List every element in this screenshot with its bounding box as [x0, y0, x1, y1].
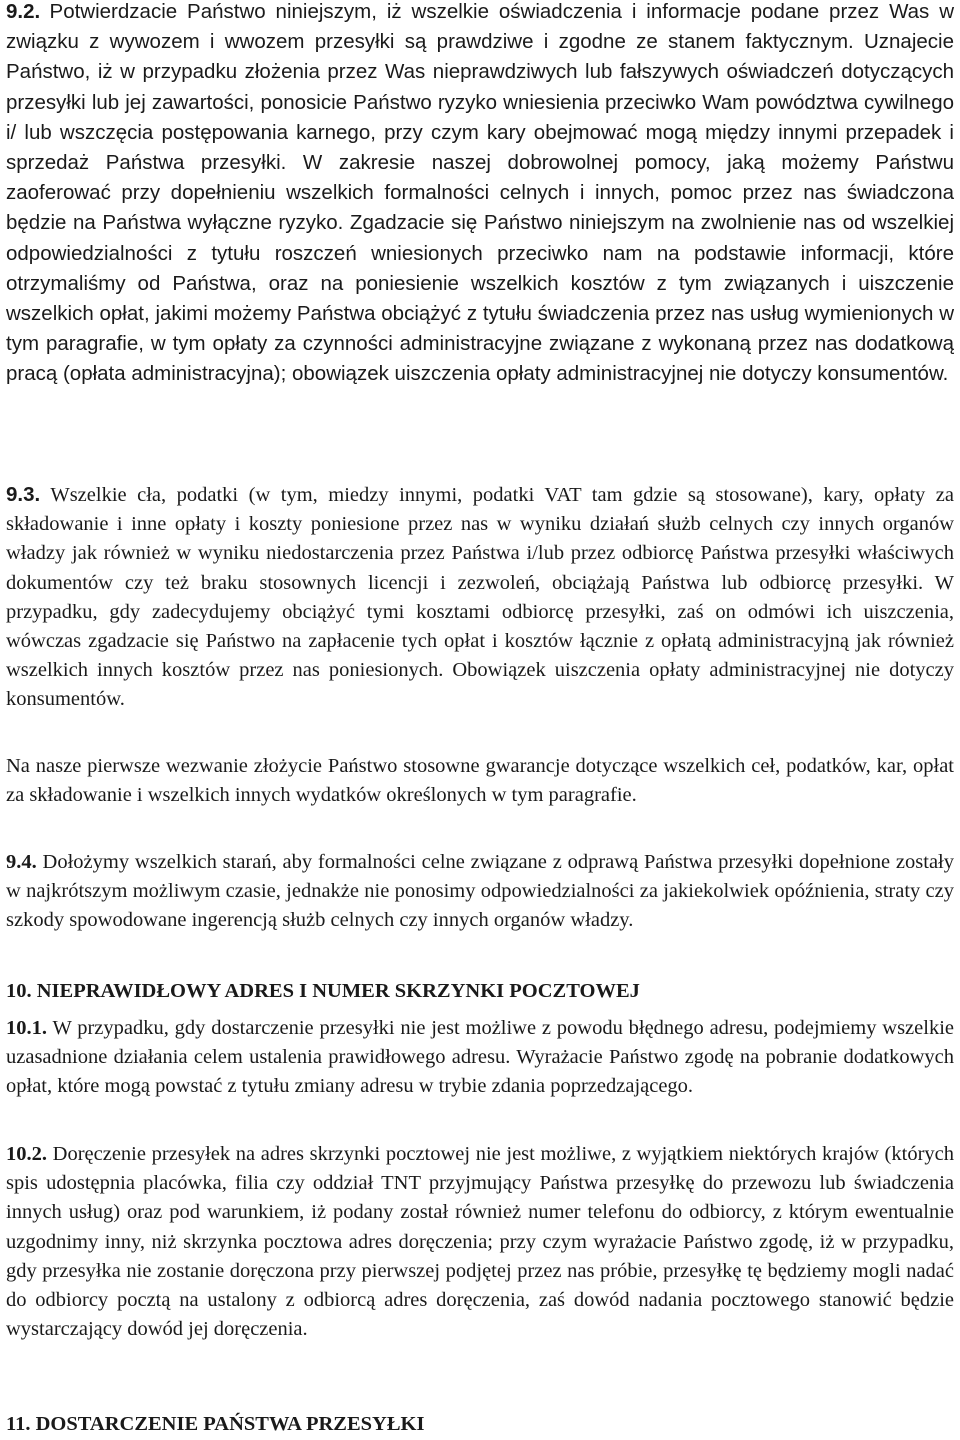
paragraph-text: Doręczenie przesyłek na adres skrzynki pocztowej nie jest możliwe, z wyjątkiem niektórych krajów (których spis udostępnia placówka, filia czy oddział TNT przyjmujący Państwa przesyłkę do przewozu lub świadczenia innych usług) oraz pod warunkiem, iż podany został również numer telefonu do odbiorcy, z którym ewentualnie uzgodnimy inny, niż skrzynka pocztowa adres doręczenia; przy czym wyrażacie Państwo zgodę, iż w przypadku, gdy przesyłka nie zostanie doręczona przy pierwszej podjętej przez nas próbie, przesyłkę tę będziemy mogli nadać do odbiorcy pocztą na ustalony z odbiorcą adres doręczenia, zaś dowód nadania pocztowego stanowić będzie wystarczający dowód jej doręczenia.	[6, 1143, 955, 1341]
paragraph-text: W przypadku, gdy dostarczenie przesyłki nie jest możliwe z powodu błędnego adresu, podejmiemy wszelkie uzasadnione działania celem ustalenia prawidłowego adresu. Wyrażacie Państwo zgodę na pobranie dodatkowych opłat, które mogą powstać z tytułu zmiany adresu w trybie zdania poprzedzającego.	[6, 1017, 954, 1098]
paragraph-9-3	[6, 480, 954, 715]
section-number: 9.3.	[6, 483, 41, 506]
paragraph-10-2	[6, 1140, 954, 1344]
section-number: 10.2.	[6, 1143, 47, 1165]
paragraph-text: Na nasze pierwsze wezwanie złożycie Państwo stosowne gwarancje dotyczące wszelkich ceł, podatków, kar, opłat za składowanie i wszelkich innych wydatków określonych w tym paragrafie.	[6, 755, 954, 807]
section-number: 10.1.	[6, 1017, 47, 1039]
paragraph-9-4	[6, 848, 954, 936]
section-heading-10: 10. NIEPRAWIDŁOWY ADRES I NUMER SKRZYNKI POCZTOWEJ	[6, 980, 640, 1002]
section-heading-11: 11. DOSTARCZENIE PAŃSTWA PRZESYŁKI	[6, 1413, 425, 1435]
paragraph-9-2	[6, 0, 954, 390]
paragraph-10-1	[6, 1014, 954, 1102]
paragraph-text: Potwierdzacie Państwo niniejszym, iż wszelkie oświadczenia i informacje podane przez Was w związku z wywozem i wwozem przesyłki są prawdziwe i zgodne ze stanem faktycznym. Uznajecie Państwo, iż w przypadku złożenia przez Was nieprawdziwych lub fałszywych oświadczeń dotyczących przesyłki lub jej zawartości, ponosicie Państwo ryzyko wniesienia przeciwko Wam powództwa cywilnego i/ lub wszczęcia postępowania karnego, przy czym kary obejmować mogą między innymi przepadek i sprzedaż Państwa przesyłki. W zakresie naszej dobrowolnej pomocy, jaką możemy Państwu zaoferować przy dopełnieniu wszelkich formalności celnych i innych, pomoc przez nas świadczona będzie na Państwa wyłączne ryzyko. Zgadzacie się Państwo niniejszym na zwolnienie nas od wszelkiej odpowiedzialności z tytułu roszczeń wniesionych przeciwko nam na podstawie informacji, które otrzymaliśmy od Państwa, oraz na poniesienie wszelkich kosztów z tym związanych i uiszczenie wszelkich opłat, jakimi możemy Państwa obciążyć z tytułu świadczenia przez nas usług wymienionych w tym paragrafie, w tym opłaty za czynności administracyjne związane z wykonaną przez nas dodatkową pracą (opłata administracyjna); obowiązek uiszczenia opłaty administracyjnej nie dotyczy konsumentów.	[6, 0, 954, 386]
section-number: 9.4.	[6, 851, 37, 873]
paragraph-text: Dołożymy wszelkich starań, aby formalności celne związane z odprawą Państwa przesyłki dopełnione zostały w najkrótszym możliwym czasie, jednakże nie ponosimy odpowiedzialności za jakiekolwiek opóźnienia, straty czy szkody spowodowane ingerencją służb celnych czy innych organów władzy.	[6, 851, 954, 932]
paragraph-text: Wszelkie cła, podatki (w tym, miedzy innymi, podatki VAT tam gdzie są stosowane), kary, opłaty za składowanie i inne opłaty i koszty poniesione przez nas w wyniku działań służb celnych czy innych organów władzy jak również w wyniku niedostarczenia przez Państwa i/lub przez odbiorcę Państwa przesyłki właściwych dokumentów czy też braku stosownych licencji i zezwoleń, obciążają Państwa lub odbiorcę przesyłki. W przypadku, gdy zadecydujemy obciążyć tymi kosztami odbiorcę przesyłki, zaś on odmówi ich uiszczenia, wówczas zgadzacie się Państwo na zapłacenie tych opłat i kosztów łącznie z opłatą administracyjną jak również wszelkich innych kosztów przez nas poniesionych. Obowiązek uiszczenia opłaty administracyjnej nie dotyczy konsumentów.	[6, 484, 954, 711]
section-number: 9.2.	[6, 0, 41, 23]
paragraph-9-3-guarantee	[6, 752, 954, 810]
